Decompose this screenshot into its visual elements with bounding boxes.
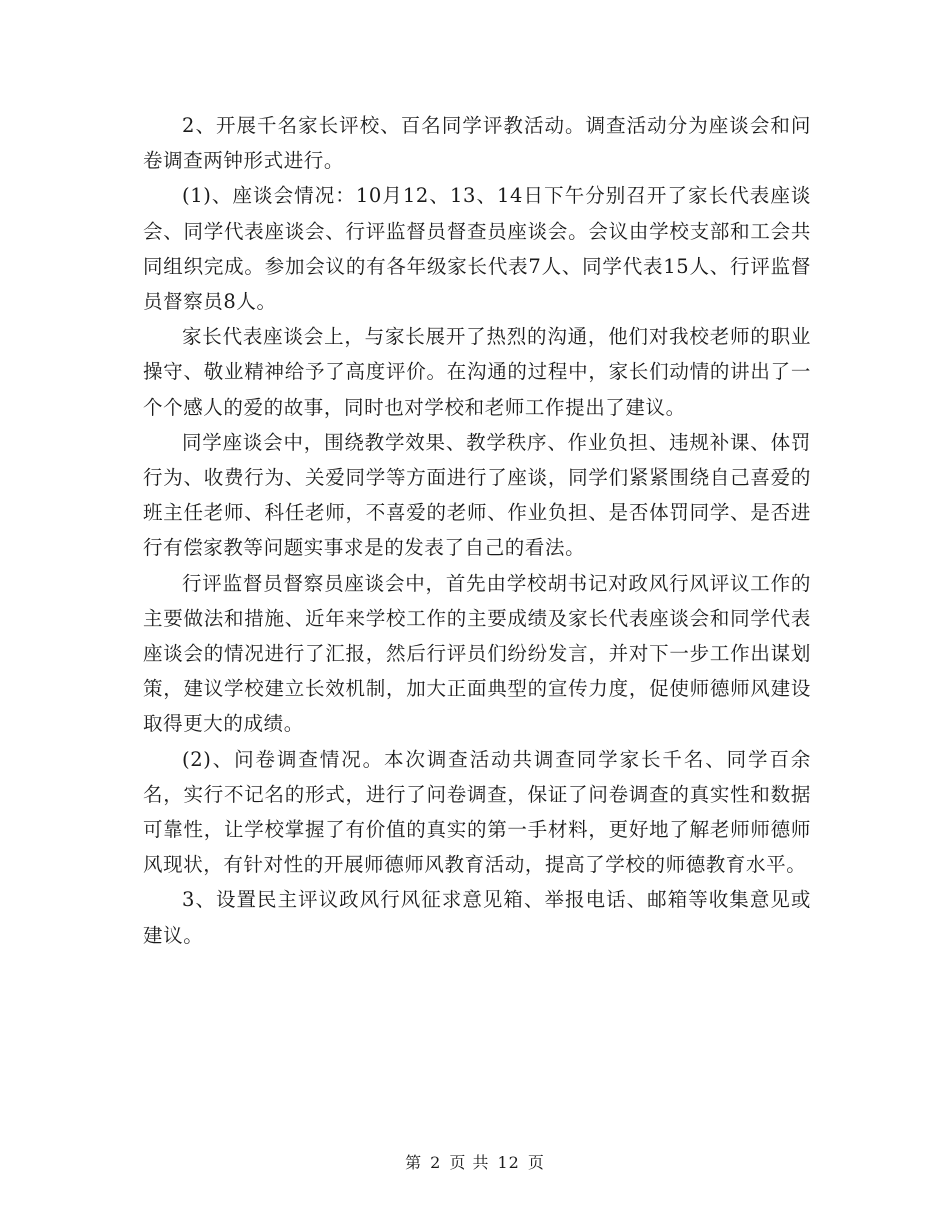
paragraph-supervisors-forum: 行评监督员督察员座谈会中，首先由学校胡书记对政风行风评议工作的主要做法和措施、近年来学校工作的主要成绩及家长代表座谈会和同学代表座谈会的情况进行了汇报，然后行评员们纷纷发言，并对下一步工作出谋划策，建议学校建立长效机制，加大正面典型的宣传力度，促使师德师风建设取得更大的成绩。	[143, 571, 811, 736]
footer-suffix: 页	[527, 1153, 545, 1172]
paragraph-students-forum: 同学座谈会中，围绕教学效果、教学秩序、作业负担、违规补课、体罚行为、收费行为、关爱同学等方面进行了座谈，同学们紧紧围绕自己喜爱的班主任老师、科任老师，不喜爱的老师、作业负担、是否体罚同学、是否进行有偿家教等问题实事求是的发表了自己的看法。	[143, 430, 811, 560]
paragraph-forum-summary: (1)、座谈会情况：10月12、13、14日下午分别召开了家长代表座谈会、同学代表座谈会、行评监督员督查员座谈会。会议由学校支部和工会共同组织完成。参加会议的有各年级家长代表7人、同学代表15人、行评监督员督察员8人。	[143, 184, 811, 314]
footer-middle: 页 共	[449, 1153, 490, 1172]
page-number-footer	[0, 1150, 950, 1173]
paragraph-section-2: 2、开展千名家长评校、百名同学评教活动。调查活动分为座谈会和问卷调查两钟形式进行。	[143, 114, 811, 173]
paragraph-parents-forum: 家长代表座谈会上，与家长展开了热烈的沟通，他们对我校老师的职业操守、敬业精神给予了高度评价。在沟通的过程中，家长们动情的讲出了一个个感人的爱的故事，同时也对学校和老师工作提出了建议。	[143, 325, 811, 419]
document-body	[143, 108, 811, 953]
paragraph-section-3: 3、设置民主评议政风行风征求意见箱、举报电话、邮箱等收集意见或建议。	[143, 888, 811, 947]
footer-current-page: 2	[430, 1153, 442, 1172]
footer-total-pages: 12	[497, 1153, 520, 1172]
footer-prefix: 第	[405, 1153, 423, 1172]
paragraph-questionnaire: (2)、问卷调查情况。本次调查活动共调查同学家长千名、同学百余名，实行不记名的形式，进行了问卷调查，保证了问卷调查的真实性和数据可靠性，让学校掌握了有价值的真实的第一手材料，更好地了解老师师德师风现状，有针对性的开展师德师风教育活动，提高了学校的师德教育水平。	[143, 747, 811, 877]
